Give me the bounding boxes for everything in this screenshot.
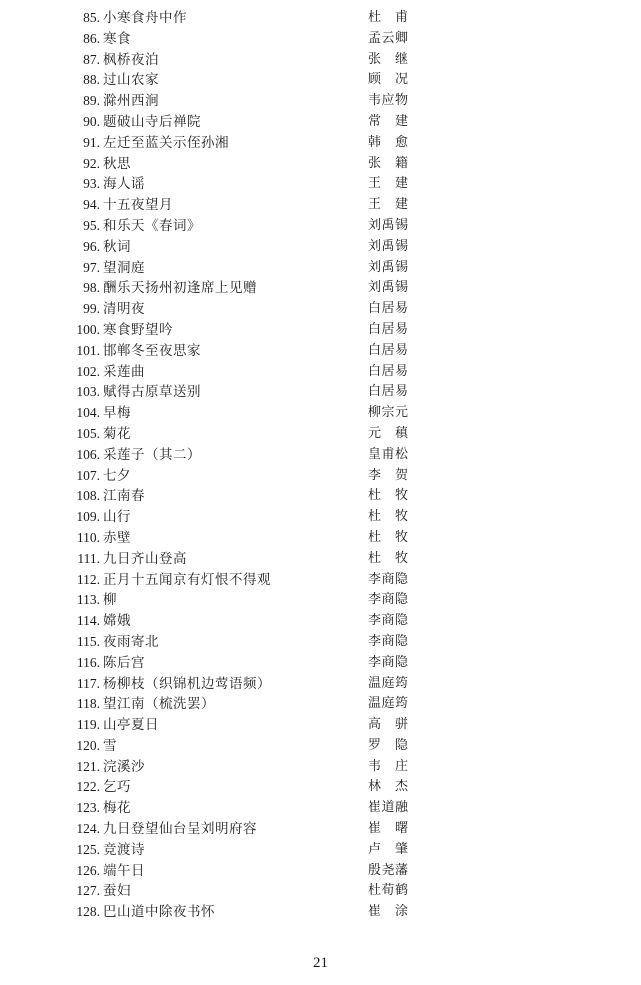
poem-number: 104. xyxy=(76,405,100,421)
poem-author: 孟云卿 xyxy=(368,30,408,46)
poem-number: 106. xyxy=(76,446,100,462)
poem-number: 123. xyxy=(76,800,100,816)
poem-entry xyxy=(0,195,641,216)
poem-number: 121. xyxy=(76,758,100,774)
poem-number: 96. xyxy=(83,238,100,254)
poem-number: 109. xyxy=(76,509,100,525)
poem-title: 浣溪沙 xyxy=(103,758,145,775)
poem-author: 崔 涂 xyxy=(368,904,408,920)
poem-entry xyxy=(0,174,641,195)
poem-entry xyxy=(0,258,641,279)
poem-author: 皇甫松 xyxy=(368,446,408,462)
page-number: 21 xyxy=(313,955,328,971)
poem-author: 温庭筠 xyxy=(368,675,408,691)
poem-number: 89. xyxy=(83,93,100,109)
poem-number: 115. xyxy=(76,633,100,649)
poem-title: 寒食野望吟 xyxy=(103,321,173,338)
poem-title: 陈后宫 xyxy=(103,654,145,671)
poem-number: 117. xyxy=(76,675,100,691)
poem-list xyxy=(0,8,641,923)
poem-author: 崔 曙 xyxy=(368,821,408,837)
poem-entry xyxy=(0,445,641,466)
poem-entry xyxy=(0,216,641,237)
poem-number: 107. xyxy=(76,467,100,483)
poem-title: 十五夜望月 xyxy=(103,197,173,214)
poem-entry xyxy=(0,570,641,591)
poem-author: 张 籍 xyxy=(368,155,408,171)
poem-entry xyxy=(0,840,641,861)
poem-number: 110. xyxy=(76,529,100,545)
poem-author: 杜 牧 xyxy=(368,488,408,504)
poem-author: 罗 隐 xyxy=(368,737,408,753)
poem-entry xyxy=(0,528,641,549)
poem-entry xyxy=(0,861,641,882)
poem-title: 七夕 xyxy=(103,467,131,484)
poem-entry xyxy=(0,112,641,133)
poem-author: 韦应物 xyxy=(368,93,408,109)
poem-title: 雪 xyxy=(103,737,117,754)
poem-author: 李商隐 xyxy=(368,571,408,587)
poem-number: 126. xyxy=(76,862,100,878)
poem-title: 寒食 xyxy=(103,30,131,47)
poem-title: 邯郸冬至夜思家 xyxy=(103,342,201,359)
poem-title: 望江南（梳洗罢） xyxy=(103,696,215,713)
poem-number: 111. xyxy=(77,550,100,566)
poem-author: 崔道融 xyxy=(368,800,408,816)
poem-entry xyxy=(0,694,641,715)
poem-number: 108. xyxy=(76,488,100,504)
poem-entry xyxy=(0,632,641,653)
poem-entry xyxy=(0,70,641,91)
poem-entry xyxy=(0,507,641,528)
poem-title: 赤壁 xyxy=(103,529,131,546)
poem-entry xyxy=(0,590,641,611)
poem-number: 92. xyxy=(83,155,100,171)
poem-author: 王 建 xyxy=(368,197,408,213)
poem-title: 山亭夏日 xyxy=(103,717,159,734)
poem-title: 采莲子（其二） xyxy=(103,446,201,463)
poem-number: 127. xyxy=(76,883,100,899)
poem-entry xyxy=(0,133,641,154)
poem-number: 118. xyxy=(76,696,100,712)
poem-author: 殷尧藩 xyxy=(368,862,408,878)
poem-number: 99. xyxy=(83,301,100,317)
poem-title: 梅花 xyxy=(103,800,131,817)
poem-title: 滁州西涧 xyxy=(103,93,159,110)
poem-title: 过山农家 xyxy=(103,72,159,89)
poem-entry xyxy=(0,881,641,902)
poem-author: 李商隐 xyxy=(368,592,408,608)
poem-author: 韦 庄 xyxy=(368,758,408,774)
poem-author: 李商隐 xyxy=(368,654,408,670)
poem-title: 夜雨寄北 xyxy=(103,633,159,650)
poem-entry xyxy=(0,757,641,778)
poem-author: 高 骈 xyxy=(368,717,408,733)
poem-author: 王 建 xyxy=(368,176,408,192)
poem-author: 杜 牧 xyxy=(368,509,408,525)
poem-author: 温庭筠 xyxy=(368,696,408,712)
poem-author: 林 杰 xyxy=(368,779,408,795)
poem-title: 竞渡诗 xyxy=(103,841,145,858)
poem-author: 杜 牧 xyxy=(368,550,408,566)
poem-number: 125. xyxy=(76,841,100,857)
poem-entry xyxy=(0,8,641,29)
poem-author: 卢 肇 xyxy=(368,841,408,857)
poem-entry xyxy=(0,403,641,424)
poem-entry xyxy=(0,237,641,258)
poem-title: 九日登望仙台呈刘明府容 xyxy=(103,821,257,838)
poem-number: 105. xyxy=(76,425,100,441)
poem-entry xyxy=(0,29,641,50)
poem-author: 刘禹锡 xyxy=(368,217,408,233)
poem-entry xyxy=(0,278,641,299)
poem-entry xyxy=(0,50,641,71)
poem-number: 112. xyxy=(76,571,100,587)
poem-number: 90. xyxy=(83,113,100,129)
poem-author: 顾 况 xyxy=(368,72,408,88)
poem-entry xyxy=(0,341,641,362)
poem-number: 113. xyxy=(76,592,100,608)
poem-number: 100. xyxy=(76,321,100,337)
poem-number: 87. xyxy=(83,51,100,67)
poem-author: 白居易 xyxy=(368,321,408,337)
poem-entry xyxy=(0,154,641,175)
poem-author: 刘禹锡 xyxy=(368,238,408,254)
poem-entry xyxy=(0,736,641,757)
poem-entry xyxy=(0,466,641,487)
poem-title: 题破山寺后禅院 xyxy=(103,113,201,130)
poem-number: 94. xyxy=(83,197,100,213)
poem-author: 元 稹 xyxy=(368,425,408,441)
poem-title: 柳 xyxy=(103,592,117,609)
poem-author: 柳宗元 xyxy=(368,405,408,421)
poem-author: 杜 牧 xyxy=(368,529,408,545)
poem-entry xyxy=(0,819,641,840)
poem-entry xyxy=(0,902,641,923)
poem-entry xyxy=(0,798,641,819)
poem-title: 清明夜 xyxy=(103,301,145,318)
poem-title: 菊花 xyxy=(103,425,131,442)
poem-number: 91. xyxy=(83,134,100,150)
poem-number: 122. xyxy=(76,779,100,795)
poem-number: 103. xyxy=(76,384,100,400)
poem-entry xyxy=(0,549,641,570)
poem-entry xyxy=(0,611,641,632)
poem-author: 李 贺 xyxy=(368,467,408,483)
poem-author: 白居易 xyxy=(368,301,408,317)
poem-title: 早梅 xyxy=(103,405,131,422)
poem-author: 刘禹锡 xyxy=(368,280,408,296)
poem-title: 秋词 xyxy=(103,238,131,255)
poem-entry xyxy=(0,653,641,674)
poem-entry xyxy=(0,382,641,403)
poem-number: 97. xyxy=(83,259,100,275)
poem-author: 李商隐 xyxy=(368,633,408,649)
poem-title: 望洞庭 xyxy=(103,259,145,276)
poem-number: 120. xyxy=(76,737,100,753)
poem-entry xyxy=(0,362,641,383)
poem-author: 李商隐 xyxy=(368,613,408,629)
poem-author: 杜 甫 xyxy=(368,10,408,25)
poem-number: 88. xyxy=(83,72,100,88)
poem-number: 101. xyxy=(76,342,100,358)
poem-entry xyxy=(0,486,641,507)
poem-author: 刘禹锡 xyxy=(368,259,408,275)
poem-entry xyxy=(0,777,641,798)
poem-number: 95. xyxy=(83,217,100,233)
poem-title: 乞巧 xyxy=(103,779,131,796)
poem-title: 小寒食舟中作 xyxy=(103,10,187,26)
poem-title: 山行 xyxy=(103,509,131,526)
poem-author: 常 建 xyxy=(368,113,408,129)
poem-title: 巴山道中除夜书怀 xyxy=(103,904,215,921)
poem-entry xyxy=(0,320,641,341)
poem-author: 白居易 xyxy=(368,384,408,400)
poem-title: 左迁至蓝关示侄孙湘 xyxy=(103,134,229,151)
poem-title: 和乐天《春词》 xyxy=(103,217,201,234)
poem-author: 韩 愈 xyxy=(368,134,408,150)
poem-number: 116. xyxy=(76,654,100,670)
poem-number: 86. xyxy=(83,30,100,46)
poem-entry xyxy=(0,91,641,112)
poem-title: 嫦娥 xyxy=(103,613,131,630)
poem-title: 端午日 xyxy=(103,862,145,879)
poem-title: 采莲曲 xyxy=(103,363,145,380)
poem-title: 海人谣 xyxy=(103,176,145,193)
poem-number: 85. xyxy=(83,10,100,25)
poem-number: 124. xyxy=(76,821,100,837)
poem-number: 119. xyxy=(76,717,100,733)
poem-number: 128. xyxy=(76,904,100,920)
poem-title: 九日齐山登高 xyxy=(103,550,187,567)
poem-title: 秋思 xyxy=(103,155,131,172)
poem-entry xyxy=(0,674,641,695)
poem-entry xyxy=(0,424,641,445)
poem-title: 枫桥夜泊 xyxy=(103,51,159,68)
poem-number: 114. xyxy=(76,613,100,629)
poem-entry xyxy=(0,299,641,320)
poem-number: 93. xyxy=(83,176,100,192)
poem-title: 杨柳枝（织锦机边莺语频） xyxy=(103,675,271,692)
poem-author: 白居易 xyxy=(368,342,408,358)
poem-title: 赋得古原草送别 xyxy=(103,384,201,401)
poem-title: 酬乐天扬州初逢席上见赠 xyxy=(103,280,257,297)
poem-title: 江南春 xyxy=(103,488,145,505)
poem-title: 蚕妇 xyxy=(103,883,131,900)
poem-number: 98. xyxy=(83,280,100,296)
poem-title: 正月十五闻京有灯恨不得观 xyxy=(103,571,271,588)
poem-author: 白居易 xyxy=(368,363,408,379)
poem-number: 102. xyxy=(76,363,100,379)
poem-author: 杜荀鹤 xyxy=(368,883,408,899)
poem-entry xyxy=(0,715,641,736)
poem-author: 张 继 xyxy=(368,51,408,67)
